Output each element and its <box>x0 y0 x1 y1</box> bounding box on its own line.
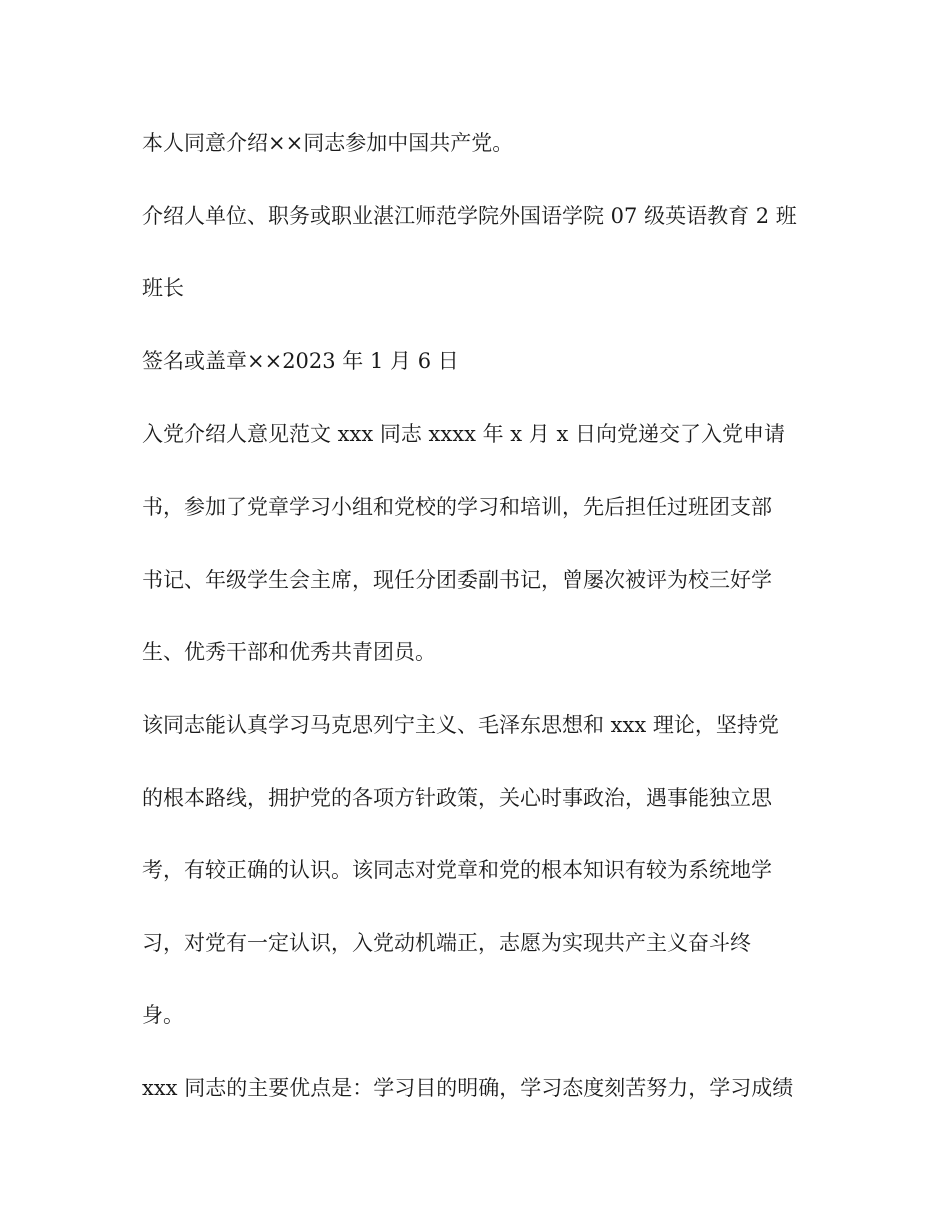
text-line-paragraph-2-4: 习，对党有一定认识，入党动机端正，志愿为实现共产主义奋斗终 <box>142 931 751 955</box>
text-line-paragraph-1-2: 书，参加了党章学习小组和党校的学习和培训，先后担任过班团支部 <box>142 495 772 519</box>
text-line-consent: 本人同意介绍××同志参加中国共产党。 <box>142 131 514 155</box>
text-line-paragraph-3-1: xxx 同志的主要优点是：学习目的明确，学习态度刻苦努力，学习成绩 <box>142 1076 794 1100</box>
text-line-position: 班长 <box>142 276 184 300</box>
text-line-opinion-start: 入党介绍人意见范文 xxx 同志 xxxx 年 x 月 x 日向党递交了入党申请 <box>142 422 785 446</box>
text-line-paragraph-1-3: 书记、年级学生会主席，现任分团委副书记，曾屡次被评为校三好学 <box>142 568 772 592</box>
text-line-paragraph-1-4: 生、优秀干部和优秀共青团员。 <box>142 640 436 664</box>
text-line-introducer-unit: 介绍人单位、职务或职业湛江师范学院外国语学院 07 级英语教育 2 班 <box>142 204 797 228</box>
text-line-paragraph-2-5: 身。 <box>142 1003 184 1027</box>
text-line-signature-date: 签名或盖章××2023 年 1 月 6 日 <box>142 349 459 373</box>
text-line-paragraph-2-1: 该同志能认真学习马克思列宁主义、毛泽东思想和 xxx 理论，坚持党 <box>142 713 779 737</box>
text-line-paragraph-2-2: 的根本路线，拥护党的各项方针政策，关心时事政治，遇事能独立思 <box>142 786 772 810</box>
text-line-paragraph-2-3: 考，有较正确的认识。该同志对党章和党的根本知识有较为系统地学 <box>142 858 772 882</box>
